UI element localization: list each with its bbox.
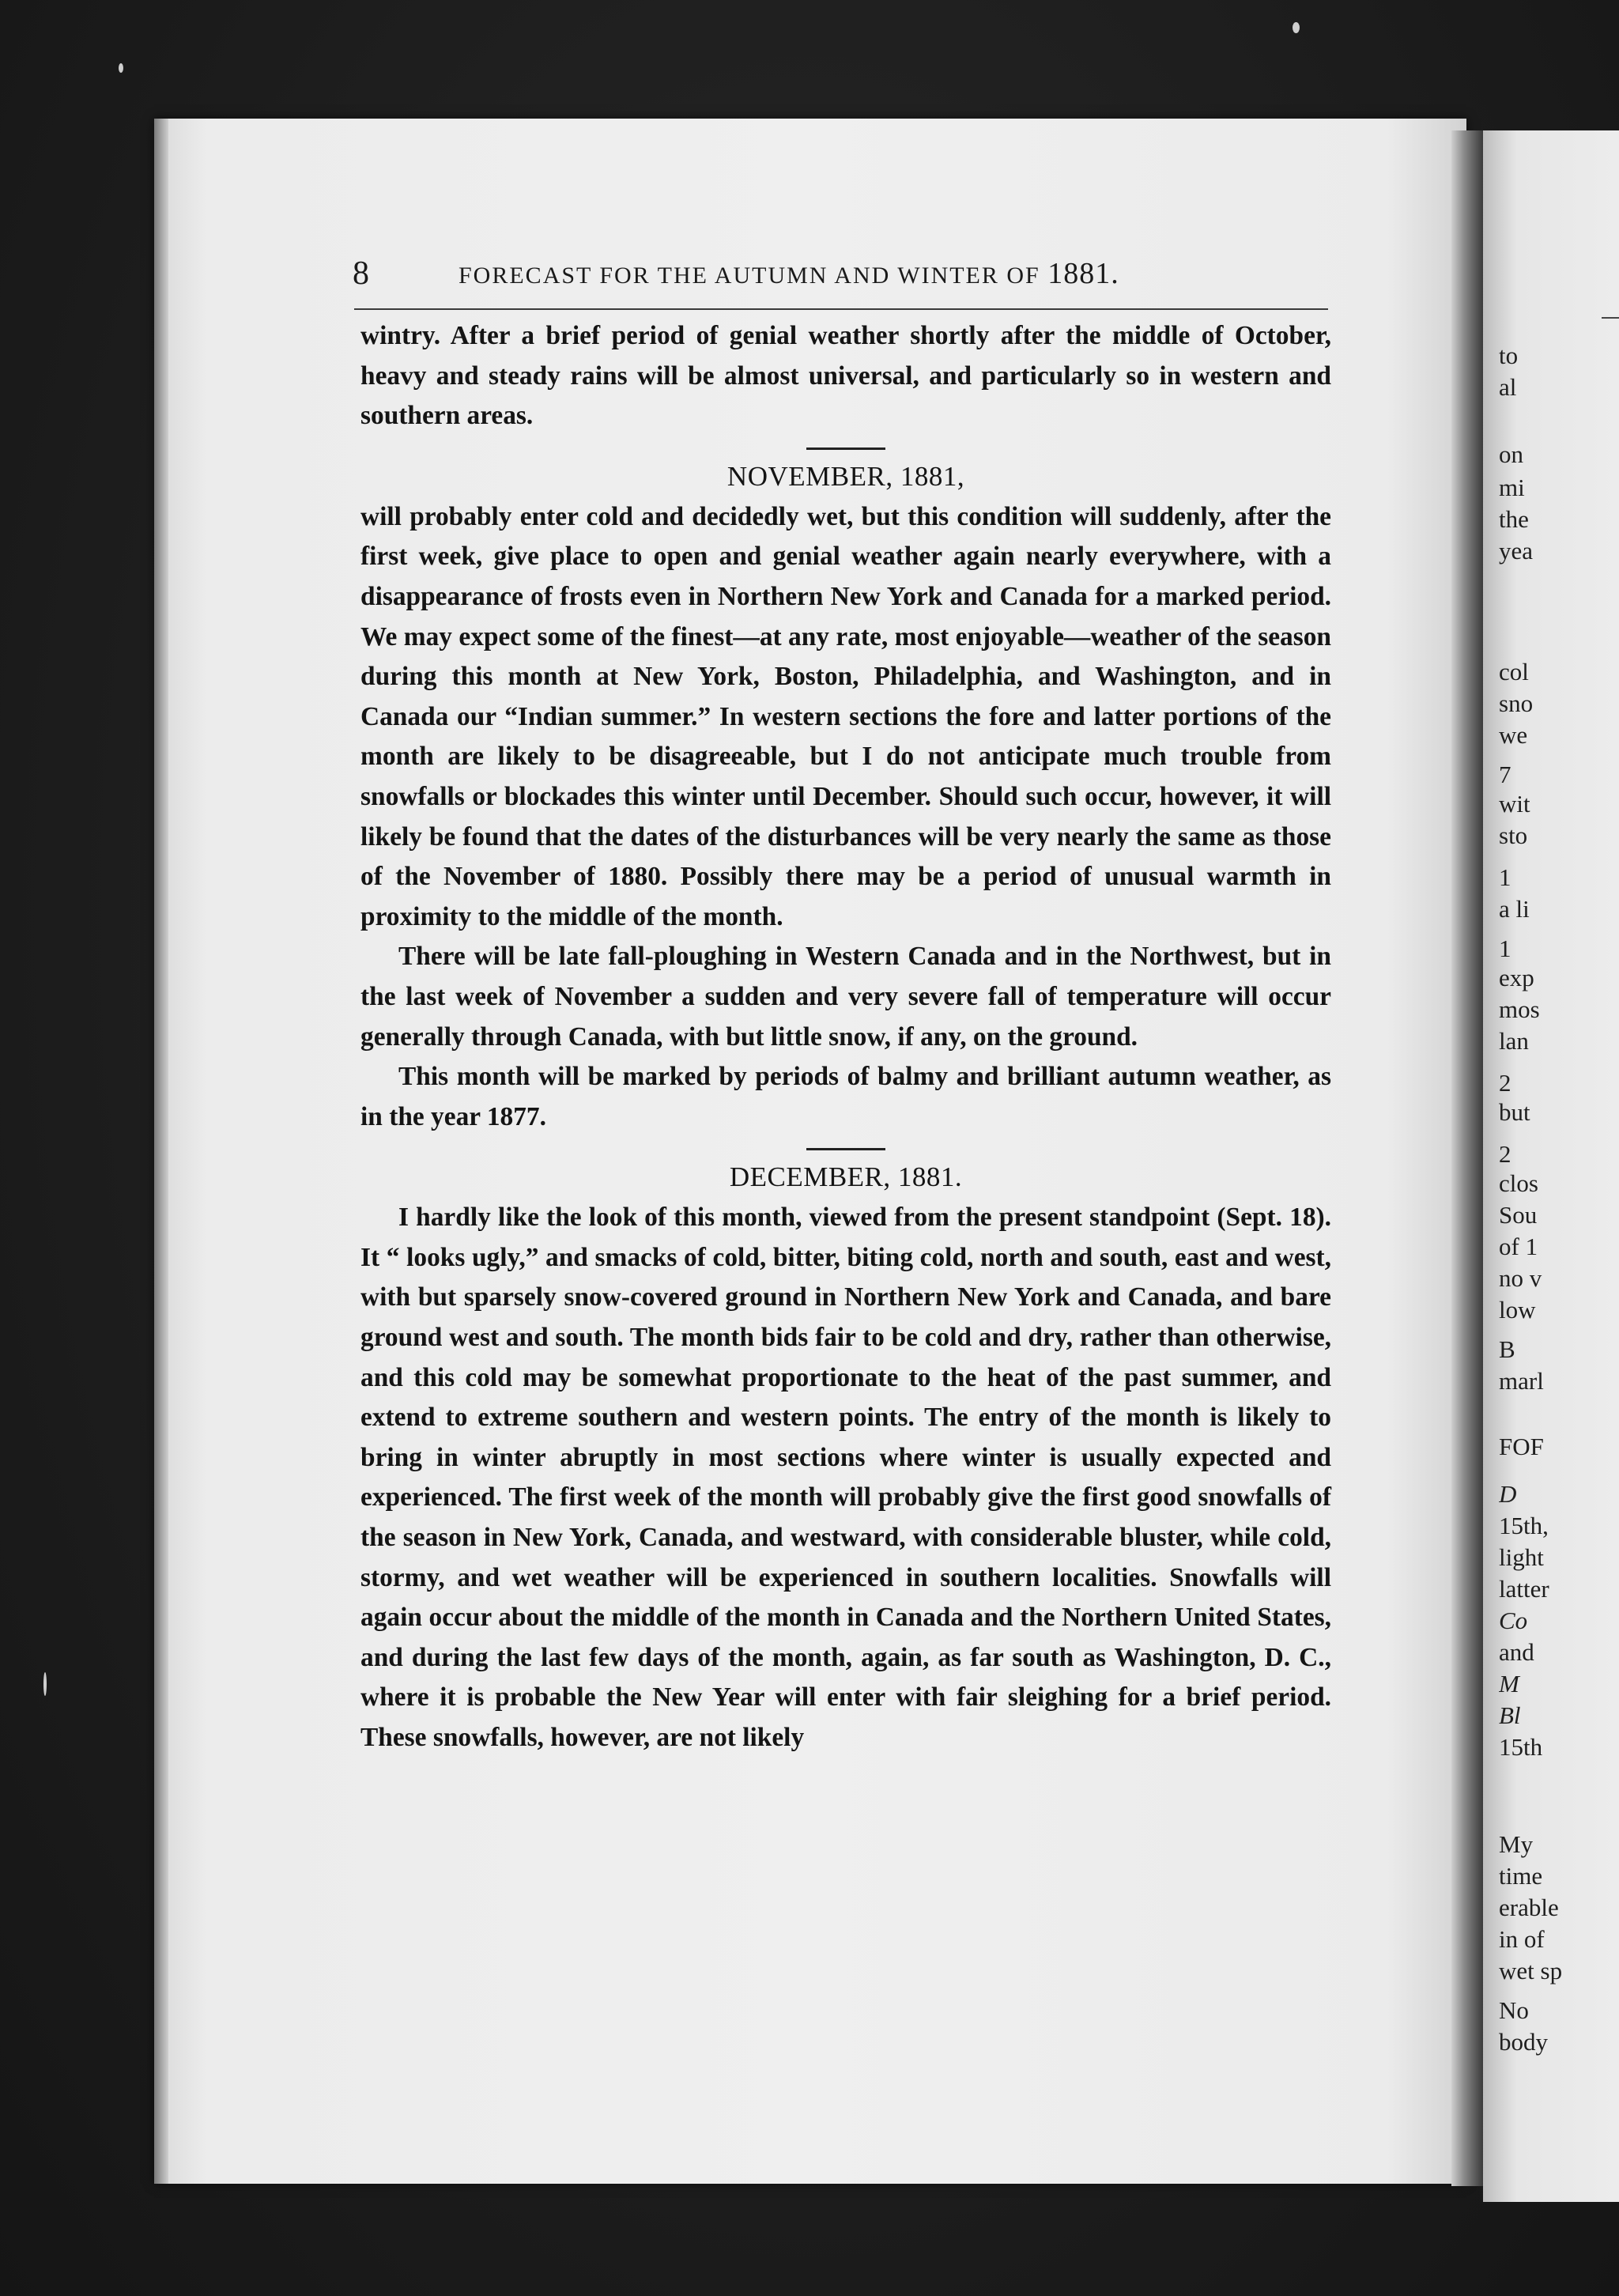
section-heading-december: DECEMBER, 1881. (729, 1161, 963, 1193)
book-gutter (1451, 130, 1483, 2186)
adjacent-page-fragment: mi (1499, 474, 1525, 501)
adjacent-page-fragment: B (1499, 1335, 1515, 1363)
paragraph-november-2: There will be late fall-ploughing in Western Canada and in the Northwest, but in the last week of November a sudden and very severe fall of temperature will occur generally through Canada, with but little snow, if any, on the ground. (360, 942, 1331, 1052)
adjacent-page-fragment: clos (1499, 1169, 1538, 1197)
adjacent-page-fragment: M (1499, 1670, 1519, 1697)
adjacent-page-fragment: no v (1499, 1264, 1542, 1292)
adjacent-page-fragment: a li (1499, 895, 1530, 923)
adjacent-page-fragment: in of (1499, 1925, 1545, 1953)
adjacent-page-fragment: 2 (1499, 1140, 1511, 1168)
header-rule (354, 308, 1328, 310)
section-heading-november: NOVEMBER, 1881, (726, 460, 965, 492)
section-divider (806, 447, 885, 450)
adjacent-page-fragment: yea (1499, 537, 1534, 565)
adjacent-page-fragment: Bl (1499, 1701, 1521, 1729)
paragraph-october-end: wintry. After a brief period of genial weather shortly after the middle of October, heavy and steady rains will be almost universal, and particularly so in western and southern areas. (360, 321, 1331, 431)
adjacent-page-fragment: col (1499, 658, 1529, 685)
page-edge (154, 119, 168, 2184)
adjacent-page-fragment: No (1499, 1996, 1529, 2024)
adjacent-page-fragment: sto (1499, 821, 1528, 849)
paragraph-november-1: will probably enter cold and decidedly wet, but this condition will suddenly, after the first week, give place to open and genial weather again nearly everywhere, with a disappearance of frosts even in Northern New York and Canada for a marked period. We may expect some of the finest—at any rate, most enjoyable—weather of the season during this month at New York, Boston, Philadelphia, and Washington, and in Canada our “Indian summer.” In western sections the fore and latter portions of the month are likely to be disagreeable, but I do not anticipate much trouble from snowfalls or blockades this winter until December. Should such occur, however, it will likely be found that the dates of the disturbances will be very nearly the same as those of the November of 1880. Possibly there may be a period of unusual warmth in proximity to the middle of the month. (360, 501, 1331, 931)
adjacent-page-fragment: 7 (1499, 761, 1511, 788)
running-head-year: 1881. (1047, 257, 1119, 290)
adjacent-page-fragment: and (1499, 1638, 1534, 1666)
adjacent-page-fragment: My (1499, 1830, 1534, 1858)
adjacent-page-fragment: mos (1499, 995, 1540, 1023)
adjacent-page-fragment: on (1499, 440, 1523, 468)
adjacent-page-fragment: light (1499, 1543, 1544, 1571)
page-number: 8 (353, 255, 369, 292)
adjacent-page-fragment: of 1 (1499, 1233, 1538, 1260)
adjacent-page-fragment: lan (1499, 1027, 1529, 1055)
adjacent-page-fragment: exp (1499, 964, 1534, 991)
adjacent-page-fragment: we (1499, 721, 1528, 749)
adjacent-page-fragment: 2 (1499, 1069, 1511, 1097)
adjacent-page-fragment: marl (1499, 1367, 1544, 1395)
adjacent-page-fragment: time (1499, 1862, 1543, 1890)
adjacent-page-fragment: FOF (1499, 1433, 1544, 1460)
adjacent-page-fragment: to (1499, 342, 1519, 369)
adjacent-page-fragment: D (1499, 1480, 1517, 1508)
adjacent-page-fragment: 15th, (1499, 1512, 1549, 1539)
paragraph-november-3: This month will be marked by periods of balmy and brilliant autumn weather, as in the year 1877. (360, 1062, 1331, 1131)
adjacent-page-fragment: wit (1499, 790, 1530, 818)
paragraph-december-1: I hardly like the look of this month, viewed from the present standpoint (Sept. 18). It “ looks ugly,” and smacks of cold, bitter, biting cold, north and south, east and west, with but sparsely snow-covered ground in Northern New York and Canada, and bare ground west and south. The month bids fair to be cold and dry, rather than otherwise, and this cold may be somewhat proportionate to the heat of the past summer, and extend to extreme southern and western points. The entry of the month is likely to bring in winter abruptly in most sections where winter is usually expected and experienced. The first week of the month will probably give the first good snowfalls of the season in New York, Canada, and westward, with considerable bluster, while cold, stormy, and wet weather will be experienced in southern localities. Snowfalls will again occur about the middle of the month in Canada and the Northern United States, and during the last few days of the month, again, as far south as Washington, D. C., where it is probable the New Year will enter with fair sleighing for a brief period. These snowfalls, however, are not likely (360, 1203, 1331, 1752)
adjacent-page-fragment: wet sp (1499, 1957, 1563, 1984)
adjacent-page-fragment: sno (1499, 689, 1534, 717)
scan-speck (119, 63, 123, 73)
adjacent-page-fragment: Co (1499, 1607, 1528, 1634)
running-head-title: FORECAST FOR THE AUTUMN AND WINTER OF (459, 262, 1040, 289)
adjacent-page (1483, 130, 1619, 2202)
adjacent-page-fragment: Sou (1499, 1201, 1538, 1229)
adjacent-page-fragment: body (1499, 2028, 1548, 2056)
adjacent-page-fragment: the (1499, 505, 1529, 533)
text-column (360, 316, 1331, 1758)
adjacent-page-fragment: 15th (1499, 1733, 1543, 1761)
running-head (459, 256, 1119, 291)
adjacent-page-fragment: 1 (1499, 863, 1511, 891)
section-divider (806, 1148, 885, 1150)
adjacent-page-fragment: erable (1499, 1894, 1559, 1921)
adjacent-page-fragment: al (1499, 373, 1517, 401)
adjacent-page-fragment: 1 (1499, 935, 1511, 962)
adjacent-page-fragment: low (1499, 1296, 1536, 1324)
adjacent-page-fragment: but (1499, 1098, 1530, 1126)
adjacent-page-fragment: latter (1499, 1575, 1549, 1603)
adjacent-page-rule (1602, 317, 1619, 319)
scan-speck (1293, 22, 1300, 33)
scan-speck (43, 1672, 47, 1696)
